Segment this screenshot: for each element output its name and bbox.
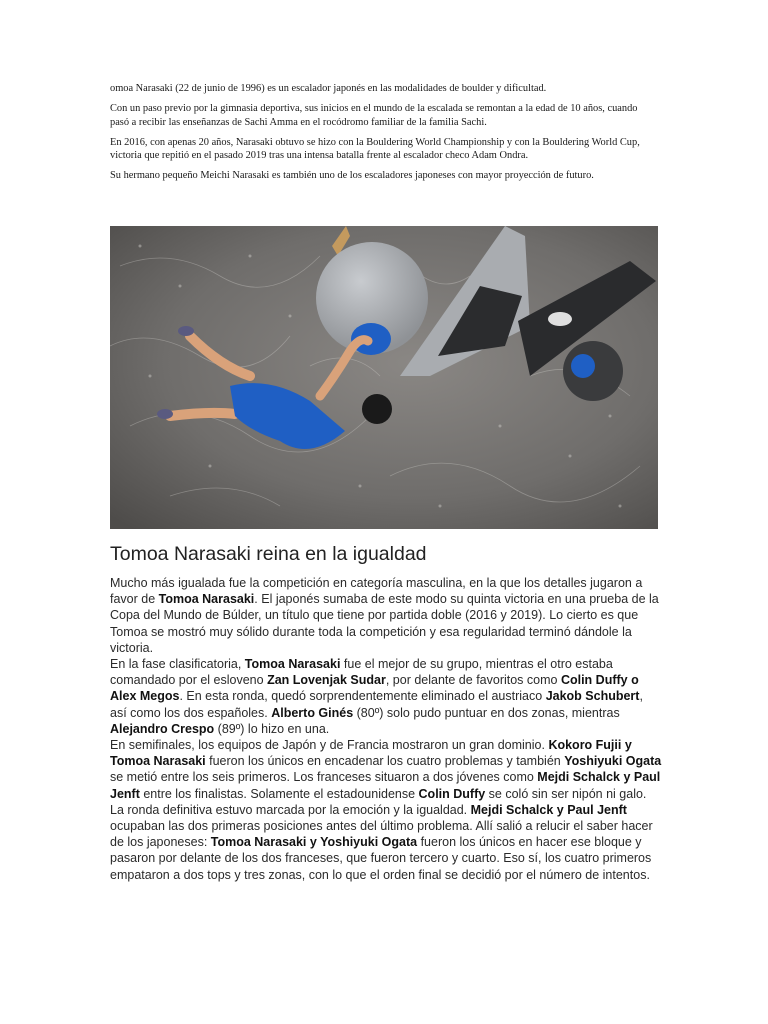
article-paragraph-4: La ronda definitiva estuvo marcada por la emoción y la igualdad. Mejdi Schalck y Paul Jenft ocupaban las dos primeras posiciones antes del último problema. Allí salió a relucir el saber hacer de los japoneses: Tomoa Narasaki y Yoshiyuki Ogata fueron los únicos en hacer ese bloque y pasaron por delante de los dos franceses, que fueron tercero y cuarto. Eso sí, los cuatro primeros empataron a dos tops y tres zonas, con lo que el orden final se decidió por el número de intentos. [110, 802, 653, 882]
article-paragraph-3: En semifinales, los equipos de Japón y de Francia mostraron un gran dominio. Kokoro Fujii y Tomoa Narasaki fueron los únicos en encadenar los cuatro problemas y también Yoshiyuki Ogata se metió entre los seis primeros. Los franceses situaron a dos jóvenes como Mejdi Schalck y Paul Jenft entre los finalistas. Solamente el estadounidense Colin Duffy se coló sin ser nipón ni galo. [110, 738, 662, 801]
climbing-photo [110, 226, 658, 529]
article-paragraph-2: En la fase clasificatoria, Tomoa Narasaki fue el mejor de su grupo, mientras el otro estaba comandado por el esloveno Zan Lovenjak Sudar, por delante de favoritos como Colin Duffy o Alex Megos. En esta ronda, quedó sorprendentemente eliminado el austriaco Jakob Schubert, así como los dos españoles. Alberto Ginés (80º) solo pudo puntuar en dos zonas, mientras Alejandro Crespo (89º) lo hizo en una. [110, 657, 643, 736]
article-body [110, 575, 662, 883]
intro-paragraph-4: Su hermano pequeño Meichi Narasaki es también uno de los escaladores japoneses con mayor proyección de futuro. [110, 170, 594, 181]
intro-paragraph-2: Con un paso previo por la gimnasia deportiva, sus inicios en el mundo de la escalada se remontan a la edad de 10 años, cuando pasó a recibir las enseñanzas de Sachi Amma en el rocódromo familiar de la familia Sachi. [110, 103, 638, 128]
blue-round-hold [571, 354, 595, 378]
intro-paragraph-1: omoa Narasaki (22 de junio de 1996) es un escalador japonés en las modalidades de boulder y dificultad. [110, 83, 547, 94]
white-mark [548, 312, 572, 326]
article-paragraph-1: Mucho más igualada fue la competición en categoría masculina, en la que los detalles jugaron a favor de Tomoa Narasaki. El japonés sumaba de este modo su quinta victoria en una prueba de la Copa del Mundo de Búlder, un título que tiene por partida doble (2016 y 2019). Lo cierto es que Tomoa se mostró muy sólido durante toda la competición y esa regularidad terminó dándole la victoria. [110, 576, 659, 655]
article-title: Tomoa Narasaki reina en la igualdad [110, 543, 427, 565]
intro-text [110, 82, 658, 189]
climbing-photo-illustration [110, 226, 658, 529]
intro-paragraph-3: En 2016, con apenas 20 años, Narasaki obtuvo se hizo con la Bouldering World Championship y con la Bouldering World Cup, victoria que repitió en el pasado 2019 tras una intensa batalla frente al escalador checo Adam Ondra. [110, 136, 640, 161]
